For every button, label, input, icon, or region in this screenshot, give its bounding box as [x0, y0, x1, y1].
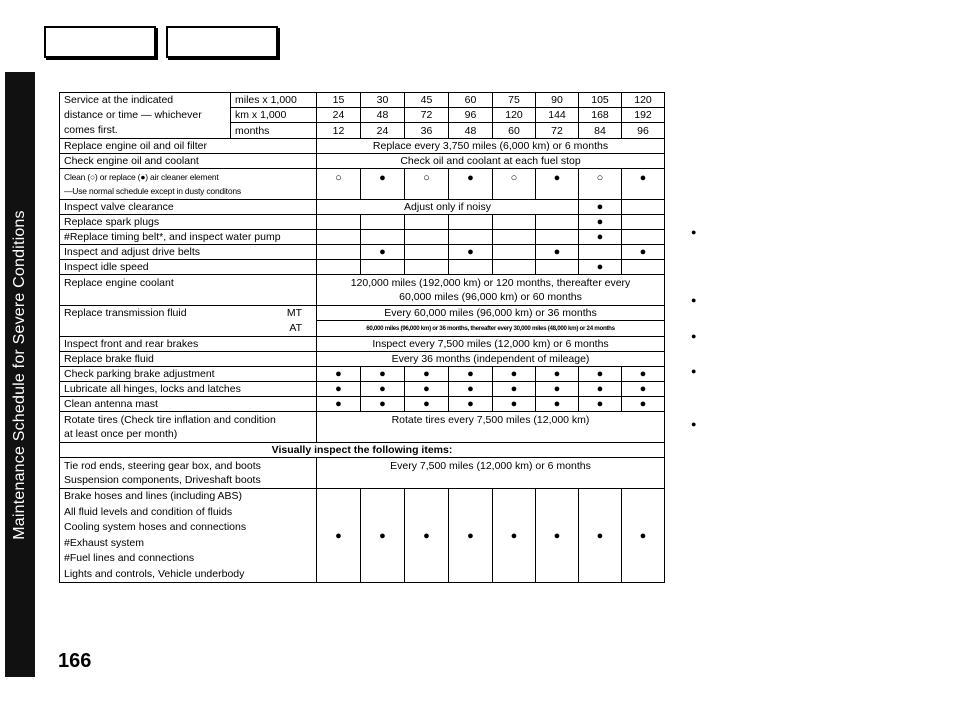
item-label-line: Brake hoses and lines (including ABS) — [64, 490, 243, 502]
unit-km: km x 1,000 — [231, 108, 317, 123]
km-value: 48 — [361, 108, 405, 123]
months-value: 24 — [361, 123, 405, 139]
item-label-line: All fluid levels and condition of fluids — [64, 505, 233, 518]
replace-mark: ● — [622, 169, 665, 200]
service-mark: ● — [622, 397, 665, 412]
service-mark: ● — [493, 397, 536, 412]
item-label: Check engine oil and coolant — [60, 154, 317, 169]
item-note: Every 60,000 miles (96,000 km) or 36 months — [317, 306, 665, 321]
item-label-line: Clean (○) or replace (●) air cleaner element — [64, 172, 219, 182]
item-label: Inspect front and rear brakes — [60, 337, 317, 352]
row-trans-at — [60, 321, 665, 337]
trans-type-mt: MT — [231, 306, 317, 321]
months-value: 84 — [579, 123, 622, 139]
margin-bullet: ● — [691, 227, 697, 237]
row-trans-mt — [60, 306, 665, 321]
service-mark: ● — [579, 230, 622, 245]
service-mark: ● — [622, 245, 665, 260]
clean-mark: ○ — [317, 169, 361, 200]
service-mark: ● — [405, 397, 449, 412]
header-row-months — [60, 123, 665, 139]
item-label: Clean antenna mast — [60, 397, 317, 412]
service-mark: ● — [361, 367, 405, 382]
service-mark: ● — [405, 367, 449, 382]
service-mark: ● — [536, 245, 579, 260]
service-mark: ● — [536, 382, 579, 397]
miles-value: 90 — [536, 93, 579, 108]
unit-months: months — [231, 123, 317, 139]
service-mark: ● — [449, 397, 493, 412]
margin-bullet: ● — [691, 295, 697, 305]
service-mark: ● — [405, 382, 449, 397]
row-coolant — [60, 275, 665, 306]
service-mark: ● — [317, 382, 361, 397]
replace-mark: ● — [361, 169, 405, 200]
months-value: 96 — [622, 123, 665, 139]
item-label — [60, 169, 317, 200]
item-note: Every 36 months (independent of mileage) — [317, 352, 665, 367]
maintenance-table — [59, 92, 665, 583]
item-label: Replace transmission fluid — [60, 306, 231, 321]
service-mark: ● — [449, 489, 493, 583]
row-oil-filter — [60, 139, 665, 154]
service-mark: ● — [536, 397, 579, 412]
service-mark: ● — [317, 397, 361, 412]
side-title: Maintenance Schedule for Severe Conditions — [11, 209, 28, 540]
miles-value: 30 — [361, 93, 405, 108]
item-label: #Replace timing belt*, and inspect water pump — [60, 230, 317, 245]
miles-value: 60 — [449, 93, 493, 108]
service-mark — [317, 245, 361, 260]
item-label: Replace spark plugs — [60, 215, 317, 230]
replace-mark: ● — [536, 169, 579, 200]
item-label — [60, 458, 317, 489]
item-label: Lubricate all hinges, locks and latches — [60, 382, 317, 397]
item-label: Inspect idle speed — [60, 260, 317, 275]
row-brake-fluid — [60, 352, 665, 367]
km-value: 192 — [622, 108, 665, 123]
item-label: Replace brake fluid — [60, 352, 317, 367]
service-mark: ● — [622, 382, 665, 397]
item-note — [317, 275, 665, 306]
item-label — [60, 489, 317, 583]
side-title-bar — [5, 72, 35, 677]
service-mark: ● — [622, 367, 665, 382]
item-label: Replace engine oil and oil filter — [60, 139, 317, 154]
row-oil-coolant — [60, 154, 665, 169]
item-label-line: Rotate tires (Check tire inflation and condition — [64, 414, 276, 426]
service-mark: ● — [536, 489, 579, 583]
clean-mark: ○ — [405, 169, 449, 200]
miles-value: 105 — [579, 93, 622, 108]
item-label-line: Cooling system hoses and connections — [64, 521, 247, 533]
km-value: 24 — [317, 108, 361, 123]
trans-type-at: AT — [231, 321, 317, 337]
miles-value: 120 — [622, 93, 665, 108]
item-label: Inspect valve clearance — [60, 200, 317, 215]
row-timing — [60, 230, 665, 245]
months-value: 72 — [536, 123, 579, 139]
service-mark: ● — [361, 382, 405, 397]
miles-value: 45 — [405, 93, 449, 108]
row-tie-rod — [60, 458, 665, 489]
unit-miles: miles x 1,000 — [231, 93, 317, 108]
item-note: Check oil and coolant at each fuel stop — [317, 154, 665, 169]
clean-mark: ○ — [579, 169, 622, 200]
service-mark: ● — [622, 489, 665, 583]
item-label-line: —Use normal schedule except in dusty conditons — [64, 186, 241, 196]
service-mark: ● — [449, 367, 493, 382]
service-mark — [579, 245, 622, 260]
service-mark: ● — [579, 397, 622, 412]
row-belts — [60, 245, 665, 260]
service-mark: ● — [493, 367, 536, 382]
km-value: 144 — [536, 108, 579, 123]
km-value: 96 — [449, 108, 493, 123]
row-hinges — [60, 382, 665, 397]
service-mark: ● — [579, 200, 622, 215]
clean-mark: ○ — [493, 169, 536, 200]
row-visual-header — [60, 443, 665, 458]
months-value: 12 — [317, 123, 361, 139]
item-note: 60,000 miles (96,000 km) or 36 months, thereafter every 30,000 miles (48,000 km) or 24 months — [317, 321, 665, 337]
page-number: 166 — [58, 650, 92, 672]
row-idle — [60, 260, 665, 275]
item-label-line: Tie rod ends, steering gear box, and boots — [64, 460, 261, 472]
row-spark — [60, 215, 665, 230]
service-mark: ● — [361, 245, 405, 260]
item-label-line: Lights and controls, Vehicle underbody — [64, 567, 245, 580]
row-air-cleaner — [60, 169, 665, 200]
item-note: Every 7,500 miles (12,000 km) or 6 months — [317, 458, 665, 489]
item-label-line: at least once per month) — [64, 428, 178, 440]
months-value: 60 — [493, 123, 536, 139]
service-mark: ● — [449, 382, 493, 397]
item-note: Adjust only if noisy — [317, 200, 579, 215]
row-hoses — [60, 489, 665, 583]
service-mark: ● — [579, 260, 622, 275]
row-brakes — [60, 337, 665, 352]
item-label: Replace engine coolant — [60, 275, 317, 306]
item-note: Rotate tires every 7,500 miles (12,000 km) — [317, 412, 665, 443]
service-mark: ● — [579, 367, 622, 382]
service-mark: ● — [317, 489, 361, 583]
section-header: Visually inspect the following items: — [60, 443, 665, 458]
row-parking — [60, 367, 665, 382]
nav-box-right[interactable] — [166, 26, 278, 58]
row-valve — [60, 200, 665, 215]
service-mark — [405, 245, 449, 260]
item-label-line: Suspension components, Driveshaft boots — [64, 474, 261, 486]
service-mark: ● — [361, 397, 405, 412]
service-mark: ● — [579, 382, 622, 397]
km-value: 168 — [579, 108, 622, 123]
km-value: 72 — [405, 108, 449, 123]
margin-bullet: ● — [691, 419, 697, 429]
item-note: Inspect every 7,500 miles (12,000 km) or 6 months — [317, 337, 665, 352]
service-mark: ● — [536, 367, 579, 382]
row-antenna — [60, 397, 665, 412]
service-label: comes first. — [60, 123, 231, 139]
item-note-line: 60,000 miles (96,000 km) or 60 months — [399, 291, 582, 303]
service-label: distance or time — whichever — [60, 108, 231, 123]
item-label: Inspect and adjust drive belts — [60, 245, 317, 260]
service-mark: ● — [493, 382, 536, 397]
item-label-line: #Fuel lines and connections — [64, 552, 195, 564]
replace-mark: ● — [449, 169, 493, 200]
margin-bullet: ● — [691, 331, 697, 341]
service-mark: ● — [405, 489, 449, 583]
item-label-line: #Exhaust system — [64, 536, 144, 549]
service-mark: ● — [579, 215, 622, 230]
service-mark: ● — [579, 489, 622, 583]
header-row-km — [60, 108, 665, 123]
service-mark: ● — [317, 367, 361, 382]
service-mark: ● — [493, 489, 536, 583]
service-mark — [493, 245, 536, 260]
margin-bullet: ● — [691, 366, 697, 376]
header-row-miles — [60, 93, 665, 108]
item-note-line: 120,000 miles (192,000 km) or 120 months, thereafter every — [350, 277, 631, 289]
service-label: Service at the indicated — [60, 93, 231, 108]
months-value: 48 — [449, 123, 493, 139]
service-mark: ● — [361, 489, 405, 583]
km-value: 120 — [493, 108, 536, 123]
miles-value: 75 — [493, 93, 536, 108]
row-tires — [60, 412, 665, 443]
item-note: Replace every 3,750 miles (6,000 km) or 6 months — [317, 139, 665, 154]
miles-value: 15 — [317, 93, 361, 108]
nav-box-left[interactable] — [44, 26, 156, 58]
service-mark: ● — [449, 245, 493, 260]
item-label: Check parking brake adjustment — [60, 367, 317, 382]
item-label — [60, 412, 317, 443]
months-value: 36 — [405, 123, 449, 139]
